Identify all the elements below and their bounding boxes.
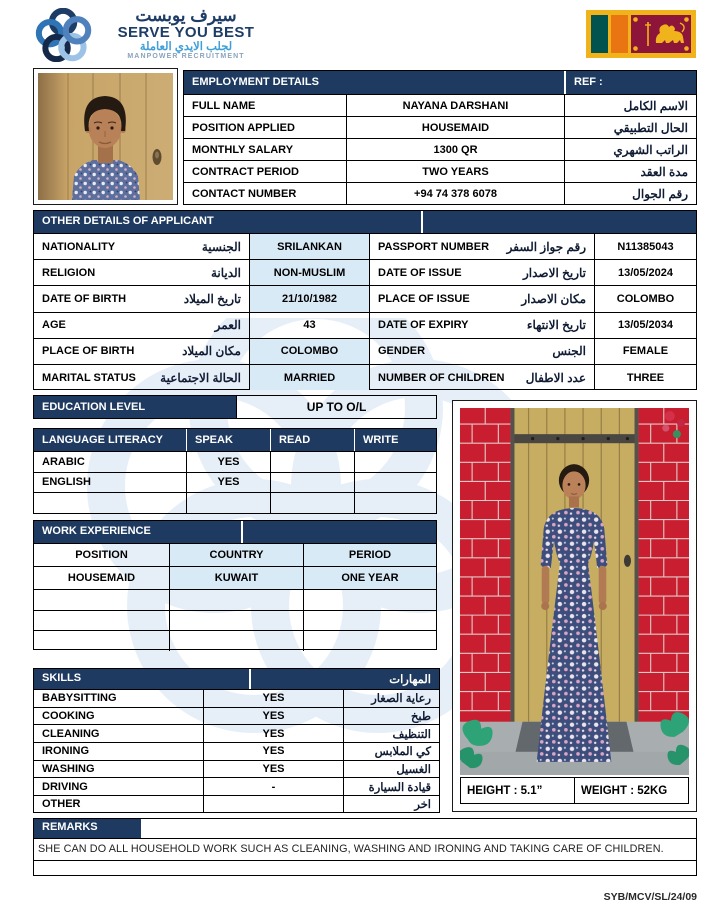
skill-label: OTHER xyxy=(42,798,81,811)
table-row xyxy=(34,312,696,338)
skill-value: YES xyxy=(203,725,343,742)
skill-arabic-label: طبخ xyxy=(343,708,439,725)
row-label: RELIGION xyxy=(42,266,96,279)
other-details-table xyxy=(33,210,697,390)
skill-arabic-label: التنظيف xyxy=(343,725,439,742)
row-label: PLACE OF BIRTH xyxy=(42,345,135,358)
country-value xyxy=(169,631,303,651)
row-label: MONTHLY SALARY xyxy=(192,143,294,156)
row-value: FEMALE xyxy=(594,339,696,364)
other-details-title: OTHER DETAILS OF APPLICANT xyxy=(34,211,421,233)
column-header: COUNTRY xyxy=(169,544,303,566)
row-arabic-label: العمر xyxy=(214,318,241,333)
row-arabic-label: رقم الجوال xyxy=(564,183,696,204)
row-label: NATIONALITY xyxy=(42,240,116,253)
write-value xyxy=(354,493,436,513)
period-value xyxy=(303,590,436,610)
table-row xyxy=(34,689,439,707)
column-header: READ xyxy=(270,429,354,451)
read-value xyxy=(270,452,354,472)
speak-value xyxy=(186,493,270,513)
speak-value: YES xyxy=(186,452,270,472)
employment-table-header xyxy=(184,71,696,94)
row-value: TWO YEARS xyxy=(346,161,564,182)
row-arabic-label: الجنسية xyxy=(201,239,241,254)
row-label: POSITION APPLIED xyxy=(192,121,295,134)
row-arabic-label: الاسم الكامل xyxy=(564,95,696,116)
education-level-bar xyxy=(33,395,437,419)
country-value xyxy=(169,611,303,631)
table-row xyxy=(34,610,436,631)
language-name xyxy=(34,493,186,513)
period-value xyxy=(303,611,436,631)
read-value xyxy=(270,493,354,513)
row-arabic-label: مكان الاصدار xyxy=(521,291,586,306)
table-row xyxy=(34,233,696,259)
period-value xyxy=(303,631,436,651)
table-row xyxy=(34,724,439,742)
fullbody-illustration xyxy=(460,408,689,775)
table-row xyxy=(34,742,439,760)
row-label: DATE OF EXPIRY xyxy=(378,319,469,332)
language-literacy-table xyxy=(33,428,437,514)
write-value xyxy=(354,473,436,493)
write-value xyxy=(354,452,436,472)
skills-title: SKILLS xyxy=(34,669,249,689)
table-row xyxy=(34,630,436,651)
row-label: DATE OF BIRTH xyxy=(42,292,127,305)
position-value xyxy=(34,611,169,631)
ref-label: REF : xyxy=(564,71,696,94)
row-label: CONTACT NUMBER xyxy=(192,187,297,200)
row-arabic-label: عدد الاطفال xyxy=(525,370,586,385)
row-value: 1300 QR xyxy=(346,139,564,160)
work-experience-header xyxy=(34,521,436,543)
column-header: PERIOD xyxy=(303,544,436,566)
table-row xyxy=(34,795,439,813)
agency-logo-text xyxy=(100,7,272,60)
row-arabic-label: مدة العقد xyxy=(564,161,696,182)
skill-label: DRIVING xyxy=(42,780,88,793)
skill-arabic-label: قيادة السيارة xyxy=(343,778,439,795)
skill-label: WASHING xyxy=(42,763,95,776)
table-row xyxy=(34,589,436,610)
position-value: HOUSEMAID xyxy=(67,572,136,584)
row-value: NON-MUSLIM xyxy=(249,260,369,285)
sri-lanka-flag-icon xyxy=(586,10,696,58)
row-arabic-label: الحال التطبيقي xyxy=(564,117,696,138)
row-label: CONTRACT PERIOD xyxy=(192,165,299,178)
agency-english-name: SERVE YOU BEST xyxy=(117,23,255,41)
employment-title: EMPLOYMENT DETAILS xyxy=(184,71,564,94)
position-value xyxy=(34,631,169,651)
row-label: DATE OF ISSUE xyxy=(378,266,462,279)
row-value: COLOMBO xyxy=(594,286,696,311)
row-value: 43 xyxy=(249,313,369,338)
row-arabic-label: الحالة الاجتماعية xyxy=(160,370,241,385)
speak-value: YES xyxy=(186,473,270,493)
skills-table xyxy=(33,668,440,813)
other-details-header-spacer xyxy=(421,211,696,233)
table-row xyxy=(34,472,436,493)
table-row xyxy=(34,259,696,285)
table-row xyxy=(34,492,436,513)
skill-value: - xyxy=(203,778,343,795)
portrait-illustration xyxy=(38,73,173,200)
agency-arabic-tagline: لجلب الايدي العاملة xyxy=(139,40,233,53)
table-row xyxy=(34,566,436,589)
table-row xyxy=(34,760,439,778)
document-reference-code: SYB/MCV/SL/24/09 xyxy=(603,891,697,903)
row-label: NUMBER OF CHILDREN xyxy=(378,371,505,384)
row-arabic-label: تاريخ الاصدار xyxy=(522,265,586,280)
row-label: FULL NAME xyxy=(192,99,256,112)
row-value: COLOMBO xyxy=(249,339,369,364)
work-experience-title: WORK EXPERIENCE xyxy=(34,521,241,543)
remarks-header xyxy=(34,819,696,838)
work-experience-table xyxy=(33,520,437,650)
period-value: ONE YEAR xyxy=(303,567,436,589)
table-row xyxy=(184,138,696,160)
language-name: ARABIC xyxy=(42,455,85,468)
read-value xyxy=(270,473,354,493)
skill-arabic-label: اخر xyxy=(343,796,439,813)
row-label: GENDER xyxy=(378,345,426,358)
column-header: WRITE xyxy=(354,429,436,451)
height-weight-row xyxy=(460,777,689,804)
row-arabic-label: رقم جواز السفر xyxy=(506,239,586,254)
row-arabic-label: الجنس xyxy=(552,344,586,359)
table-row xyxy=(184,94,696,116)
row-value: HOUSEMAID xyxy=(346,117,564,138)
row-value: 13/05/2024 xyxy=(594,260,696,285)
education-value: UP TO O/L xyxy=(236,396,436,418)
agency-logo-icon xyxy=(30,8,98,62)
row-value: MARRIED xyxy=(249,365,369,390)
applicant-portrait-photo xyxy=(33,68,178,205)
skill-value: YES xyxy=(203,761,343,778)
row-value: NAYANA DARSHANI xyxy=(346,95,564,116)
remarks-empty-row xyxy=(34,860,696,875)
skill-arabic-label: كي الملابس xyxy=(343,743,439,760)
skill-value: YES xyxy=(203,690,343,707)
table-row xyxy=(34,777,439,795)
skill-label: BABYSITTING xyxy=(42,692,117,705)
table-header-row xyxy=(34,543,436,566)
skill-arabic-label: رعاية الصغار xyxy=(343,690,439,707)
country-value xyxy=(169,590,303,610)
column-header: SPEAK xyxy=(186,429,270,451)
row-arabic-label: الراتب الشهري xyxy=(564,139,696,160)
applicant-fullbody-photo xyxy=(452,400,697,812)
height-value: HEIGHT : 5.1” xyxy=(460,777,575,804)
skill-label: COOKING xyxy=(42,710,95,723)
work-experience-header-spacer xyxy=(241,521,436,543)
skill-value: YES xyxy=(203,743,343,760)
weight-value: WEIGHT : 52KG xyxy=(575,777,689,804)
agency-english-tagline: MANPOWER RECRUITMENT xyxy=(127,52,245,60)
row-value: THREE xyxy=(594,365,696,390)
country-value: KUWAIT xyxy=(169,567,303,589)
row-label: PLACE OF ISSUE xyxy=(378,292,470,305)
skills-header xyxy=(34,669,439,689)
skill-value xyxy=(203,796,343,813)
table-row xyxy=(184,182,696,204)
row-label: MARITAL STATUS xyxy=(42,371,136,384)
remarks-title: REMARKS xyxy=(34,819,141,838)
skill-arabic-label: الغسيل xyxy=(343,761,439,778)
table-row xyxy=(184,116,696,138)
row-arabic-label: الديانة xyxy=(210,265,241,280)
row-label: PASSPORT NUMBER xyxy=(378,240,490,253)
remarks-header-spacer xyxy=(141,819,696,838)
skills-title-arabic: المهارات xyxy=(249,669,439,689)
remarks-section xyxy=(33,818,697,876)
skill-label: CLEANING xyxy=(42,727,100,740)
table-row xyxy=(34,707,439,725)
skill-value: YES xyxy=(203,708,343,725)
row-value: N11385043 xyxy=(594,234,696,259)
row-arabic-label: مكان الميلاد xyxy=(182,344,241,359)
position-value xyxy=(34,590,169,610)
row-arabic-label: تاريخ الميلاد xyxy=(183,291,241,306)
row-value: SRILANKAN xyxy=(249,234,369,259)
row-arabic-label: تاريخ الانتهاء xyxy=(526,318,586,333)
table-row xyxy=(34,451,436,472)
remarks-text: SHE CAN DO ALL HOUSEHOLD WORK SUCH AS CLEANING, WASHING AND IRONING AND TAKING CARE OF CHILDREN. xyxy=(34,838,696,860)
table-row xyxy=(34,338,696,364)
skill-label: IRONING xyxy=(42,745,90,758)
column-header: LANGUAGE LITERACY xyxy=(42,434,163,446)
row-value: +94 74 378 6078 xyxy=(346,183,564,204)
language-table-header xyxy=(34,429,436,451)
row-value: 21/10/1982 xyxy=(249,286,369,311)
other-details-header xyxy=(34,211,696,233)
language-name: ENGLISH xyxy=(42,476,91,489)
agency-arabic-name: سيرف يوبست xyxy=(135,6,237,25)
table-row xyxy=(34,364,696,390)
table-row xyxy=(184,160,696,182)
row-value: 13/05/2034 xyxy=(594,313,696,338)
table-row xyxy=(34,285,696,311)
column-header: POSITION xyxy=(75,549,128,561)
row-label: AGE xyxy=(42,319,66,332)
employment-details-table xyxy=(183,70,697,205)
education-label: EDUCATION LEVEL xyxy=(34,396,236,418)
